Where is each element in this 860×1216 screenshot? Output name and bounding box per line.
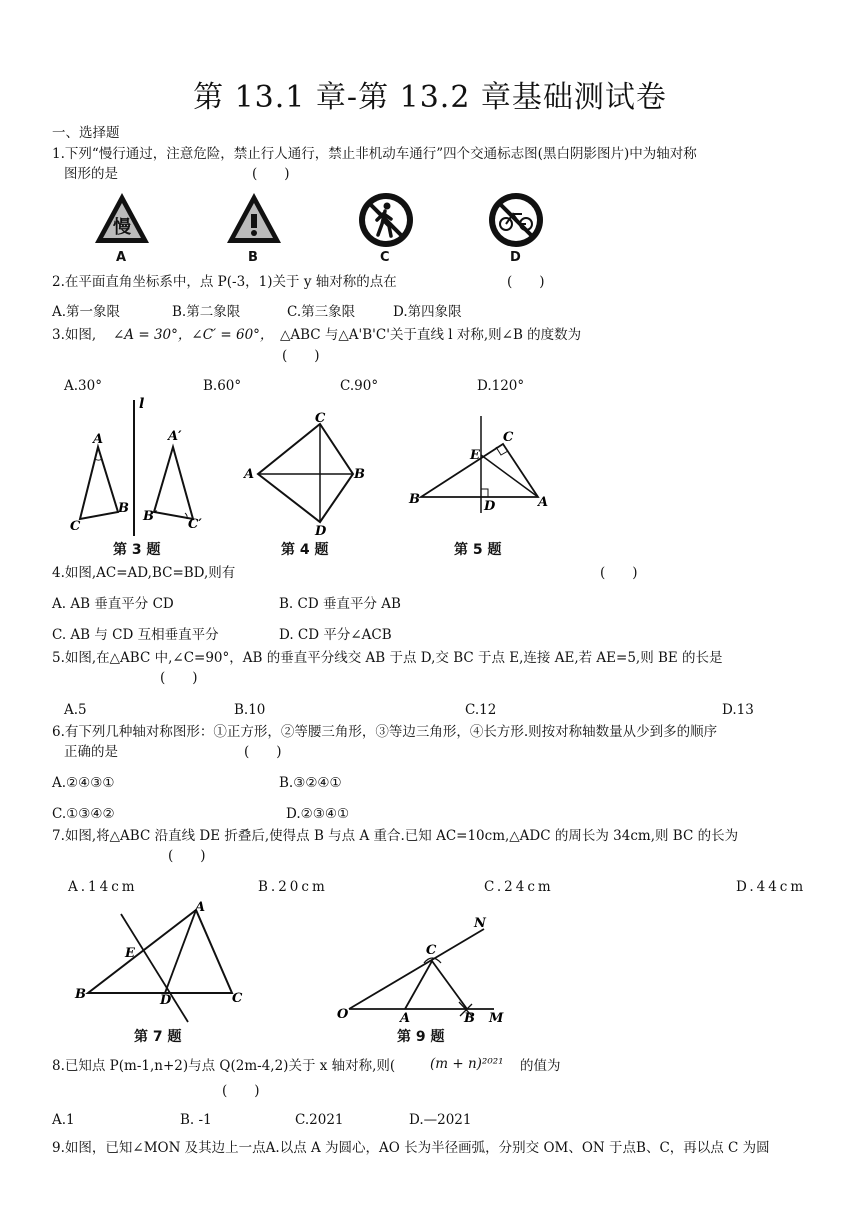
q5-option-d: D.13 — [722, 702, 754, 718]
fig3-label-b: B — [118, 501, 129, 516]
q7-stem: 7.如图,将△ABC 沿直线 DE 折叠后,使得点 B 与点 A 重合.已知 AC=10cm,△ADC 的周长为 34cm,则 BC 的长为 — [52, 828, 739, 844]
q6-option-b: B.③②④① — [279, 775, 342, 791]
fig7-label-b: B — [75, 987, 86, 1002]
fig3-label-c: C — [70, 519, 81, 534]
fig5-label-b: B — [409, 492, 420, 507]
q8-option-b: B. -1 — [180, 1112, 212, 1128]
q5-option-a: A.5 — [64, 702, 87, 718]
fig5-label-a: A — [538, 495, 549, 510]
q3-option-c: C.90° — [340, 378, 379, 394]
q4-option-d: D. CD 平分∠ACB — [279, 627, 392, 643]
q1-line2: 图形的是 — [64, 166, 118, 182]
fig3-caption: 第 3 题 — [113, 542, 161, 558]
q8-paren: ( ) — [222, 1083, 260, 1099]
q6-paren: ( ) — [244, 744, 282, 760]
q1-paren: ( ) — [252, 166, 290, 182]
fig9-label-m: M — [489, 1011, 504, 1026]
q8-option-d: D.—2021 — [409, 1112, 472, 1128]
fig9-caption: 第 9 题 — [397, 1029, 445, 1045]
q5-stem: 5.如图,在△ABC 中,∠C=90°，AB 的垂直平分线交 AB 于点 D,交 BC 于点 E,连接 AE,若 AE=5,则 BE 的长是 — [52, 650, 723, 666]
q5-paren: ( ) — [160, 670, 198, 686]
fig7-label-d: D — [160, 993, 172, 1008]
q8-option-a: A.1 — [52, 1112, 75, 1128]
fig4-label-a: A — [244, 467, 255, 482]
fig4-label-c: C — [315, 411, 326, 426]
q9-stem: 9.如图，已知∠MON 及其边上一点A.以点 A 为圆心，AO 长为半径画弧，分别交 OM、ON 于点B、C，再以点 C 为圆 — [52, 1140, 770, 1156]
fig4-label-b: B — [354, 467, 365, 482]
fig3-label-a-prime: A′ — [168, 429, 182, 444]
q7-option-b: B.20cm — [258, 879, 328, 895]
q3-paren: ( ) — [282, 348, 320, 364]
fig9-label-b: B — [464, 1011, 475, 1026]
q4-stem: 4.如图,AC=AD,BC=BD,则有 — [52, 565, 236, 581]
q2-stem: 2.在平面直角坐标系中，点 P(-3，1)关于 y 轴对称的点在 — [52, 274, 397, 290]
q8-stem-b: 的值为 — [520, 1058, 561, 1074]
q2-paren: ( ) — [507, 274, 545, 290]
fig5-caption: 第 5 题 — [454, 542, 502, 558]
sign-label-d: D — [510, 250, 521, 265]
q2-option-c: C.第三象限 — [287, 304, 356, 320]
q7-option-d: D.44cm — [736, 879, 807, 895]
fig7-caption: 第 7 题 — [134, 1029, 182, 1045]
fig7-label-e: E — [125, 946, 135, 961]
page-title: 第 13.1 章-第 13.2 章基础测试卷 — [193, 80, 667, 115]
fig7-label-c: C — [232, 991, 243, 1006]
q8-option-c: C.2021 — [295, 1112, 344, 1128]
q3-math: ∠A = 30°，∠C′ = 60°， — [113, 327, 274, 343]
q3-option-a: A.30° — [64, 378, 102, 394]
fig9-label-n: N — [474, 916, 486, 931]
section-heading: 一、选择题 — [52, 125, 120, 141]
sign-label-c: C — [380, 250, 390, 265]
sign-label-a: A — [116, 250, 127, 265]
fig5-label-c: C — [503, 430, 514, 445]
q2-option-a: A.第一象限 — [52, 304, 121, 320]
q8-math: (m + n)²⁰²¹ — [430, 1056, 504, 1072]
q4-paren: ( ) — [600, 565, 638, 581]
fig5-label-d: D — [484, 499, 496, 514]
sign-a-text: 慢 — [113, 217, 131, 238]
fig3-label-l: l — [139, 396, 145, 412]
q4-option-c: C. AB 与 CD 互相垂直平分 — [52, 627, 219, 643]
fig3-label-b-prime: B′ — [143, 509, 158, 524]
q3-stem-b: △ABC 与△A'B'C'关于直线 l 对称,则∠B 的度数为 — [280, 327, 582, 343]
sign-label-b: B — [248, 250, 258, 265]
fig4-caption: 第 4 题 — [281, 542, 329, 558]
q4-option-a: A. AB 垂直平分 CD — [52, 596, 174, 612]
fig3-label-a: A — [93, 432, 104, 447]
q2-option-d: D.第四象限 — [393, 304, 462, 320]
q1-line1: 1.下列“慢行通过，注意危险，禁止行人通行，禁止非机动车通行”四个交通标志图(黑白阴影图片)中为轴对称 — [52, 146, 697, 162]
q6-line2: 正确的是 — [64, 744, 118, 760]
q6-line1: 6.有下列几种轴对称图形：①正方形，②等腰三角形，③等边三角形，④长方形.则按对称轴数量从少到多的顺序 — [52, 724, 718, 740]
q7-option-c: C.24cm — [484, 879, 554, 895]
q7-option-a: A.14cm — [68, 879, 138, 895]
fig4-label-d: D — [315, 524, 327, 539]
fig5-label-e: E — [470, 448, 480, 463]
fig3-label-c-prime: C′ — [188, 517, 202, 532]
q6-option-d: D.②③④① — [286, 806, 350, 822]
q3-option-b: B.60° — [203, 378, 242, 394]
q5-option-c: C.12 — [465, 702, 497, 718]
fig9-label-c: C — [426, 943, 437, 958]
q3-option-d: D.120° — [477, 378, 525, 394]
q5-option-b: B.10 — [234, 702, 266, 718]
fig9-label-o: O — [337, 1007, 349, 1022]
q7-paren: ( ) — [168, 848, 206, 864]
fig7-label-a: A — [195, 900, 206, 915]
q4-option-b: B. CD 垂直平分 AB — [279, 596, 401, 612]
q3-stem-a: 3.如图, — [52, 327, 97, 343]
fig9-label-a: A — [400, 1011, 411, 1026]
q6-option-c: C.①③④② — [52, 806, 115, 822]
q8-stem: 8.已知点 P(m-1,n+2)与点 Q(2m-4,2)关于 x 轴对称,则( — [52, 1058, 396, 1074]
q6-option-a: A.②④③① — [52, 775, 115, 791]
q2-option-b: B.第二象限 — [172, 304, 241, 320]
